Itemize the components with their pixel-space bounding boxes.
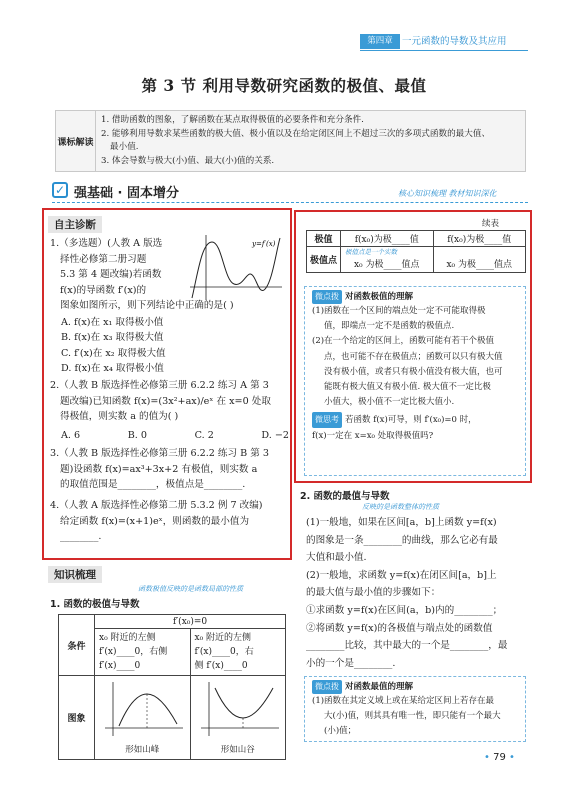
table-graph-label: 图象 (59, 676, 95, 760)
graph-left-caption: 形如山峰 (125, 745, 160, 755)
sec2-line: 的最大值与最小值的步骤如下： (306, 587, 441, 599)
graph-right-caption: 形如山谷 (220, 745, 255, 755)
sec2-line: ②将函数 y=f(x)的各极值与端点处的函数值 (306, 622, 493, 634)
sec2-body (306, 514, 528, 672)
cont-col3: f(x₀)为极____值 (433, 231, 526, 247)
table-top: f′(x₀)=0 (95, 615, 286, 629)
q4-line: ________. (60, 531, 102, 543)
tip3-title: 对函数最值的理解 (345, 682, 414, 692)
question-3 (50, 446, 290, 493)
cont-row2-label: 极值点 (307, 247, 341, 273)
tip1-line: 值，即端点一定不是函数的极值点. (324, 321, 455, 332)
q1-derivative-graph (186, 232, 286, 302)
curriculum-text (101, 114, 521, 168)
knowledge-note: 函数极值反映的是函数局部的性质 (138, 585, 243, 593)
table-left-cond (95, 629, 191, 676)
tip1-line: (1)函数在一个区间的端点处一定不可能取得极 (312, 306, 486, 316)
q1-line: 5.3 第 4 题改编)若函数 (60, 269, 162, 281)
page-number-text: 79 (493, 752, 506, 763)
curriculum-box (55, 110, 526, 172)
tip2-line: f(x)一定在 x=x₀ 处取得极值吗? (312, 430, 434, 441)
table-graph-right (190, 676, 286, 760)
q1-option-d[interactable]: D. f(x)在 x₄ 取得极小值 (61, 363, 164, 375)
self-diagnosis-tag: 自主诊断 (48, 216, 102, 233)
sec2-line: 的图象是一条________的曲线，那么它必有最 (306, 534, 498, 546)
sec2-line: (2)一般地，求函数 y=f(x)在闭区间[a，b]上 (306, 569, 497, 581)
section-title: 第 3 节 利用导数研究函数的极值、最值 (141, 76, 427, 95)
q2-option-c[interactable]: C. 2 (194, 430, 214, 441)
q4-line: 给定函数 f(x)=(x+1)eˣ，则函数的最小值为 (60, 515, 250, 527)
table-cond-label: 条件 (59, 615, 95, 676)
sec2-title: 2. 函数的最值与导数 (300, 491, 390, 502)
chapter-name: 一元函数的导数及其应用 (402, 36, 507, 47)
sec2-line: 小的一个是________. (306, 657, 396, 669)
cont-table (306, 230, 526, 273)
sec2-line: (1)一般地，如果在区间[a，b]上函数 y=f(x) (306, 517, 497, 528)
q2-line: 得极值，则实数 a 的值为( ) (60, 411, 179, 423)
header-divider (360, 50, 528, 51)
tip1-line: 点，也可能不存在极值点；函数可以只有极大值 (324, 351, 503, 362)
cont-col1: 极值 (307, 231, 341, 247)
valley-graph (193, 678, 283, 740)
knowledge-sub1: 1. 函数的极值与导数 (50, 599, 140, 610)
curriculum-label: 课标解读 (56, 111, 96, 171)
tip1 (312, 290, 522, 444)
sec2-line: ①求函数 y=f(x)在区间(a，b)内的________； (306, 604, 503, 616)
question-2 (50, 378, 290, 425)
cont-table-title: 续表 (482, 219, 500, 229)
valley-curve (215, 688, 273, 718)
banner-title: 强基础 · 固本增分 (74, 186, 179, 201)
q2-option-b[interactable]: B. 0 (127, 430, 147, 441)
banner-divider (52, 202, 528, 203)
curriculum-item: 2. 能够利用导数求某些函数的极大值、极小值以及在给定闭区间上不超过三次的多项式函数的最大值、 (101, 128, 491, 139)
sec2-note: 反映的是函数整体的性质 (362, 503, 439, 511)
tip2-line: 若函数 f(x)可导，则 f′(x₀)=0 时， (345, 415, 477, 426)
dot-icon: • (484, 752, 490, 763)
tip1-badge: 微点拨 (312, 290, 342, 304)
q1-line: 1.（多选题）(人教 A 版选 (50, 238, 163, 249)
cond-line: x₀ 附近的左侧 (194, 633, 252, 643)
tip3-line: (小)值； (324, 726, 357, 737)
peak-graph (97, 678, 187, 740)
curriculum-item: 3. 体会导数与极大(小)值、最大(小)值的关系. (101, 155, 275, 166)
tip1-line: (2)在一个给定的区间上，函数可能有若干个极值 (312, 336, 495, 347)
q2-option-d[interactable]: D. −2 (261, 430, 289, 441)
q2-options (61, 428, 289, 443)
tip2-badge: 微思考 (312, 412, 342, 427)
curriculum-item: 最小值. (110, 142, 139, 153)
cont-note: 极值点是一个实数 (345, 248, 397, 256)
cont-row2-right: x₀ 为极____值点 (433, 247, 526, 273)
extremum-table (58, 614, 286, 760)
cont-row2-left-text: x₀ 为极____值点 (353, 260, 420, 270)
sec2-line: 大值和最小值. (306, 552, 367, 564)
tip3-line: 大(小)值，则其具有唯一性，即只能有一个最大 (324, 711, 501, 722)
q3-line: 的取值范围是________，极值点是________. (60, 479, 246, 491)
q1-line: 择性必修第二册习题 (60, 253, 147, 265)
cont-col2: f(x₀)为极____值 (341, 231, 434, 247)
q4-line: 4.（人教 A 版选择性必修第二册 5.3.2 例 7 改编) (50, 500, 263, 511)
checkbox-icon: ✓ (52, 182, 68, 198)
peak-curve (119, 694, 177, 726)
tip1-title: 对函数极值的理解 (345, 292, 414, 302)
tip3 (312, 680, 522, 740)
sec2-line: ________比较，其中最大的一个是________，最 (306, 640, 508, 652)
curriculum-item: 1. 借助函数的图象，了解函数在某点取得极值的必要条件和充分条件. (101, 115, 364, 125)
tip1-line: 没有极小值，或者只有极小值没有极大值，也可 (324, 366, 503, 377)
question-4 (50, 498, 290, 545)
tip3-line: (1)函数在其定义域上或在某给定区间上若存在最 (312, 696, 495, 706)
page-number (484, 752, 515, 763)
cond-line: f′(x)____0 (99, 661, 141, 671)
tip3-badge: 微点拨 (312, 680, 342, 694)
q1-option-a[interactable]: A. f(x)在 x₁ 取得极小值 (61, 317, 164, 328)
cond-line: x₀ 附近的左侧 (99, 633, 156, 643)
q2-line: 题改编)已知函数 f(x)=(3x²+ax)/eˣ 在 x=0 处取 (60, 395, 271, 407)
q1-option-c[interactable]: C. f′(x)在 x₂ 取得极大值 (61, 347, 166, 359)
q3-line: 题)设函数 f(x)=ax³+3x+2 有极值，则实数 a (60, 463, 258, 475)
cond-line: f′(x)____0，右 (194, 647, 254, 657)
banner-right-text: 核心知识梳理 教材知识深化 (398, 189, 497, 198)
knowledge-tag: 知识梳理 (48, 566, 102, 583)
cond-line: 侧 f′(x)____0 (194, 661, 248, 671)
chapter-tag: 第四章 (360, 34, 400, 49)
graph-label: y=f′(x) (252, 240, 276, 248)
tip1-line: 小值大，极小值不一定比极大值小. (324, 397, 455, 408)
q2-option-a[interactable]: A. 6 (61, 430, 81, 441)
q1-line: f(x)的导函数 f′(x)的 (60, 284, 147, 296)
q2-line: 2.（人教 B 版选择性必修第三册 6.2.2 练习 A 第 3 (50, 380, 269, 391)
table-right-cond (190, 629, 286, 676)
table-graph-left (95, 676, 191, 760)
tip1-line: 能既有极大值又有极小值. 极大值不一定比极 (324, 382, 491, 393)
q1-option-b[interactable]: B. f(x)在 x₃ 取得极大值 (61, 332, 164, 344)
cont-row2-left (341, 247, 434, 273)
q1-options (61, 315, 166, 377)
q3-line: 3.（人教 B 版选择性必修第三册 6.2.2 练习 B 第 3 (50, 448, 270, 459)
cond-line: f′(x)____0，右侧 (99, 647, 168, 657)
q1-line: 图象如图所示，则下列结论中正确的是( ) (60, 300, 234, 312)
dot-icon: • (509, 752, 515, 763)
